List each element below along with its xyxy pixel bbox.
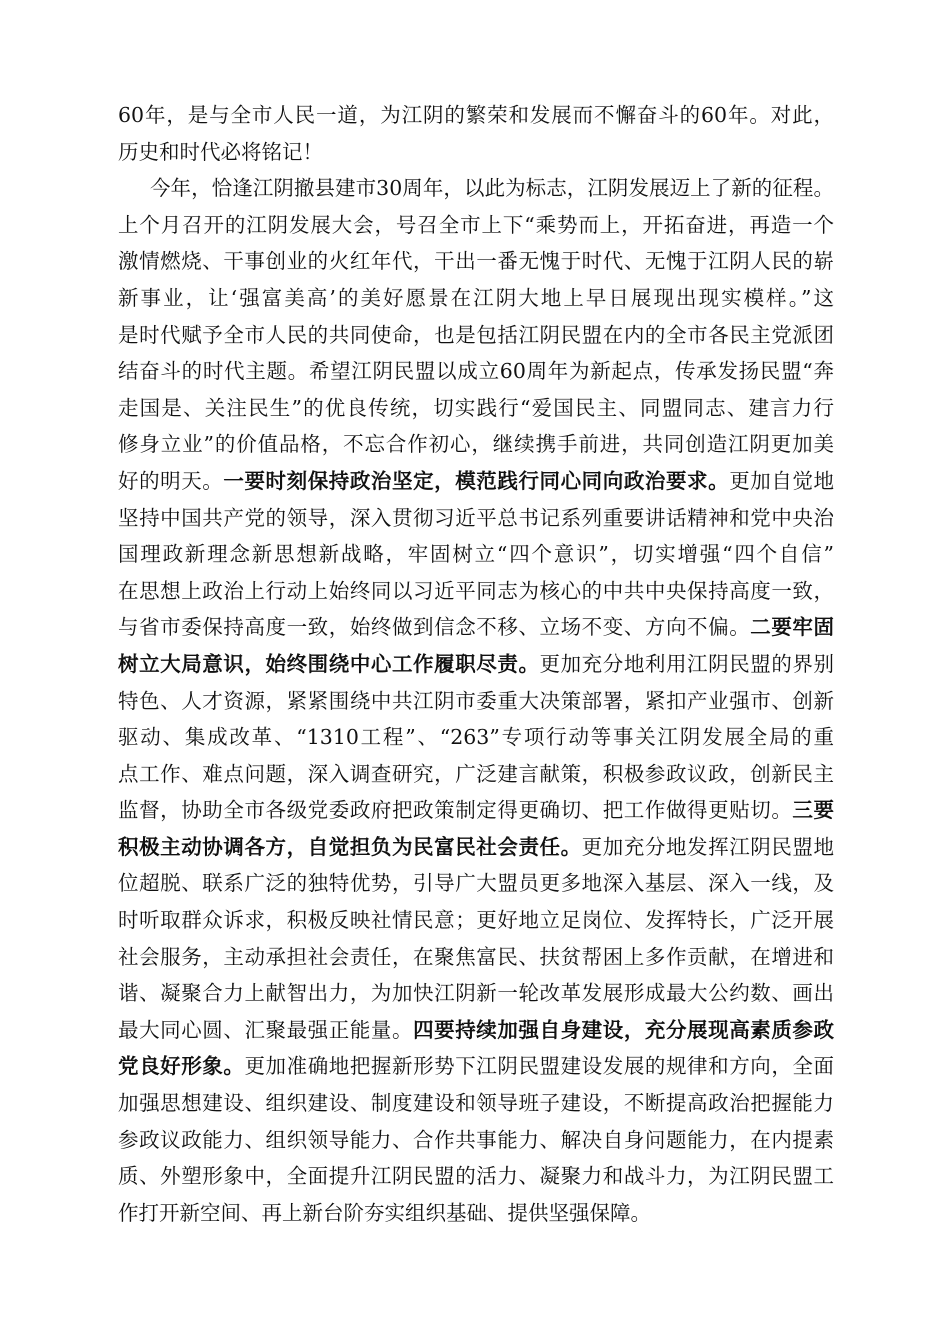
- bold-heading-text: 一要时刻保持政治坚定，模范践行同心同向政治要求。: [223, 468, 730, 493]
- body-text: 位超脱、联系广泛的独特优势，引导广大盟员更多地深入基层、深入一线，及: [118, 871, 834, 896]
- body-text: 好的明天。: [118, 468, 224, 493]
- text-line: [118, 390, 834, 427]
- body-text: 走国是、关注民生”的优良传统，切实践行“爱国民主、同盟同志、建言力行: [118, 395, 834, 420]
- body-text: 作打开新空间、再上新台阶夯实组织基础、提供坚强保障。: [118, 1200, 651, 1225]
- bold-heading-text: 四要持续加强自身建设，充分展现高素质参政: [413, 1017, 835, 1042]
- body-text: 点工作、难点问题，深入调查研究，广泛建言献策，积极参政议政，创新民主: [118, 761, 834, 786]
- text-line: [118, 536, 834, 573]
- bold-heading-text: 党良好形象。: [118, 1054, 245, 1079]
- text-line: [118, 609, 834, 646]
- body-text: 今年，恰逢江阴撤县建市30周年，以此为标志，江阴发展迈上了新的征程。: [150, 176, 834, 201]
- body-text: 社会服务，主动承担社会责任，在聚焦富民、扶贫帮困上多作贡献，在增进和: [118, 944, 834, 969]
- body-text: 历史和时代必将铭记！: [118, 139, 323, 164]
- body-text: 更加充分地利用江阴民盟的界别: [539, 651, 834, 676]
- body-text: 激情燃烧、干事创业的火红年代，干出一番无愧于时代、无愧于江阴人民的崭: [118, 249, 834, 274]
- text-line: [118, 243, 834, 280]
- bold-heading-text: 二要牢固: [750, 615, 835, 640]
- text-line: [118, 170, 834, 207]
- text-line: [118, 1195, 834, 1232]
- bold-heading-text: 积极主动协调各方，自觉担负为民富民社会责任。: [118, 834, 582, 859]
- body-text: 更加准确地把握新形势下江阴民盟建设发展的规律和方向，全面: [244, 1054, 835, 1079]
- body-text: 加强思想建设、组织建设、制度建设和领导班子建设，不断提高政治把握能力: [118, 1091, 834, 1116]
- body-text: 质、外塑形象中，全面提升江阴民盟的活力、凝聚力和战斗力，为江阴民盟工: [118, 1164, 834, 1189]
- text-line: [118, 756, 834, 793]
- body-text: 监督，协助全市各级党委政府把政策制定得更确切、把工作做得更贴切。: [118, 798, 793, 823]
- body-text: 时听取群众诉求，积极反映社情民意；更好地立足岗位、发挥特长，广泛开展: [118, 908, 834, 933]
- body-text: 国理政新理念新思想新战略，牢固树立“四个意识”，切实增强“四个自信”: [118, 542, 834, 567]
- body-text: 坚持中国共产党的领导，深入贯彻习近平总书记系列重要讲话精神和党中央治: [118, 505, 834, 530]
- text-line: [118, 865, 834, 902]
- body-text: 修身立业”的价值品格，不忘合作初心，继续携手前进，共同创造江阴更加美: [118, 432, 834, 457]
- text-line: [118, 1012, 834, 1049]
- text-line: [118, 353, 834, 390]
- body-text: 上个月召开的江阴发展大会，号召全市上下“乘势而上，开拓奋进，再造一个: [118, 212, 834, 237]
- body-text: 更加充分地发挥江阴民盟地: [581, 834, 835, 859]
- body-text: 与省市委保持高度一致，始终做到信念不移、立场不变、方向不偏。: [118, 615, 751, 640]
- text-line: [118, 1048, 834, 1085]
- body-text: 60年，是与全市人民一道，为江阴的繁荣和发展而不懈奋斗的60年。对此，: [118, 103, 834, 127]
- body-text: 最大同心圆、汇聚最强正能量。: [118, 1017, 414, 1042]
- text-line: [118, 207, 834, 244]
- body-text: 新事业，让‘强富美高’的美好愿景在江阴大地上早日展现出现实模样。”这: [118, 285, 834, 310]
- body-text: 特色、人才资源，紧紧围绕中共江阴市委重大决策部署，紧扣产业强市、创新: [118, 688, 834, 713]
- body-text: 更加自觉地: [729, 468, 835, 493]
- text-line: [118, 500, 834, 537]
- text-line: [118, 1158, 834, 1195]
- text-line: [118, 1122, 834, 1159]
- text-line: [118, 134, 834, 171]
- text-line: [118, 573, 834, 610]
- body-text: 结奋斗的时代主题。希望江阴民盟以成立60周年为新起点，传承发扬民盟“奔: [118, 359, 834, 384]
- text-line: [118, 426, 834, 463]
- text-line: [118, 792, 834, 829]
- text-line: [118, 463, 834, 500]
- body-text: 参政议政能力、组织领导能力、合作共事能力、解决自身问题能力，在内提素: [118, 1127, 834, 1152]
- body-text: 在思想上政治上行动上始终同以习近平同志为核心的中共中央保持高度一致，: [118, 578, 834, 603]
- text-line: [118, 829, 834, 866]
- text-line: [118, 317, 834, 354]
- text-line: [118, 280, 834, 317]
- bold-heading-text: 三要: [792, 798, 834, 823]
- body-text: 驱动、集成改革、“1310工程”、“263”专项行动等事关江阴发展全局的重: [118, 725, 834, 750]
- text-line: [118, 719, 834, 756]
- text-line: [118, 902, 834, 939]
- text-line: [118, 1085, 834, 1122]
- text-line: [118, 975, 834, 1012]
- text-line: [118, 646, 834, 683]
- body-text: 是时代赋予全市人民的共同使命，也是包括江阴民盟在内的全市各民主党派团: [118, 322, 834, 347]
- text-line: [118, 683, 834, 720]
- text-line: [118, 97, 834, 134]
- body-text: 谐、凝聚合力上献智出力，为加快江阴新一轮改革发展形成最大公约数、画出: [118, 981, 834, 1006]
- text-line: [118, 939, 834, 976]
- bold-heading-text: 树立大局意识，始终围绕中心工作履职尽责。: [118, 651, 540, 676]
- document-body: [118, 97, 834, 1231]
